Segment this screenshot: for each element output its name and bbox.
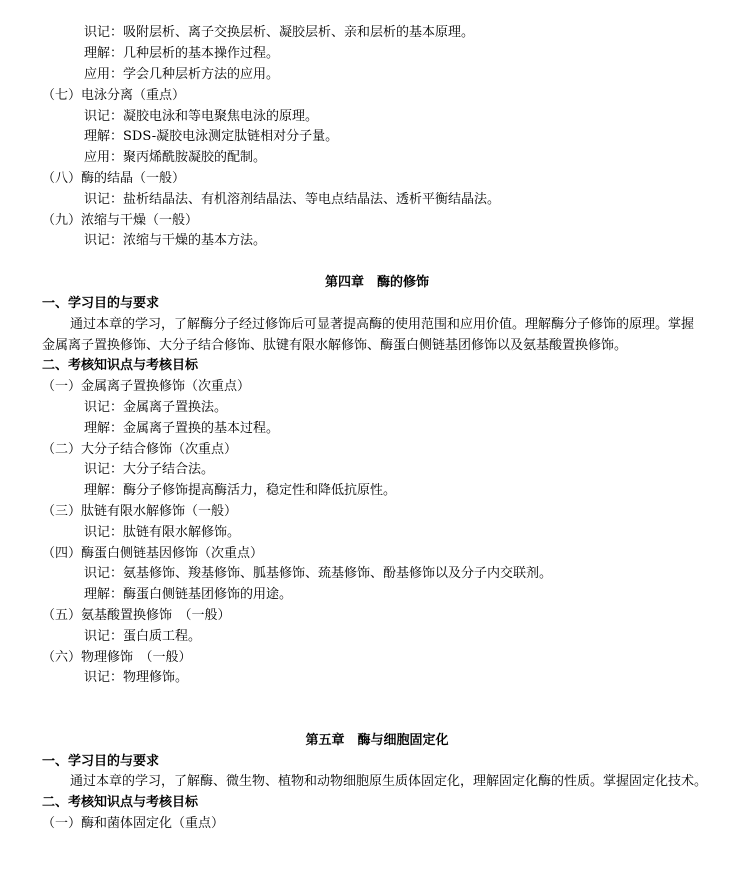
text-line: 理解：酶分子修饰提高酶活力，稳定性和降低抗原性。 xyxy=(84,483,397,498)
text-line: 识记：蛋白质工程。 xyxy=(84,629,202,644)
text-line: 理解：金属离子置换的基本过程。 xyxy=(84,421,280,436)
section-item-heading: （六）物理修饰 （一般） xyxy=(42,650,192,665)
section-item-heading: （一）酶和菌体固定化（重点） xyxy=(42,816,225,831)
section-heading: 二、考核知识点与考核目标 xyxy=(42,795,199,810)
paragraph-line: 通过本章的学习，了解酶分子经过修饰后可显著提高酶的使用范围和应用价值。理解酶分子修饰的原理。掌握 xyxy=(70,317,695,332)
text-line: 识记：大分子结合法。 xyxy=(84,462,215,477)
chapter-title: 第四章 酶的修饰 xyxy=(324,275,429,290)
text-line: 理解：SDS-凝胶电泳测定肽链相对分子量。 xyxy=(84,129,339,144)
text-line: 识记：凝胶电泳和等电聚焦电泳的原理。 xyxy=(84,109,319,124)
text-line: 识记：浓缩与干燥的基本方法。 xyxy=(84,233,267,248)
section-item-heading: （九）浓缩与干燥（一般） xyxy=(42,213,199,228)
section-item-heading: （二）大分子结合修饰（次重点） xyxy=(42,442,238,457)
text-line: 识记：盐析结晶法、有机溶剂结晶法、等电点结晶法、透析平衡结晶法。 xyxy=(84,192,501,207)
text-line: 理解：几种层析的基本操作过程。 xyxy=(84,46,280,61)
text-line: 识记：吸附层析、离子交换层析、凝胶层析、亲和层析的基本原理。 xyxy=(84,25,475,40)
section-item-heading: （七）电泳分离（重点） xyxy=(42,88,186,103)
paragraph-line: 金属离子置换修饰、大分子结合修饰、肽键有限水解修饰、酶蛋白侧链基团修饰以及氨基酸置换修饰。 xyxy=(42,338,628,353)
text-line: 识记：氨基修饰、羧基修饰、胍基修饰、巯基修饰、酚基修饰以及分子内交联剂。 xyxy=(84,566,553,581)
section-item-heading: （三）肽链有限水解修饰（一般） xyxy=(42,504,238,519)
section-heading: 二、考核知识点与考核目标 xyxy=(42,358,199,373)
section-item-heading: （四）酶蛋白侧链基因修饰（次重点） xyxy=(42,546,264,561)
section-item-heading: （一）金属离子置换修饰（次重点） xyxy=(42,379,251,394)
section-heading: 一、学习目的与要求 xyxy=(42,296,160,311)
text-line: 识记：金属离子置换法。 xyxy=(84,400,228,415)
text-line: 识记：物理修饰。 xyxy=(84,670,189,685)
section-item-heading: （五）氨基酸置换修饰 （一般） xyxy=(42,608,231,623)
text-line: 识记：肽链有限水解修饰。 xyxy=(84,525,241,540)
section-item-heading: （八）酶的结晶（一般） xyxy=(42,171,186,186)
text-line: 理解：酶蛋白侧链基团修饰的用途。 xyxy=(84,587,293,602)
text-line: 应用：学会几种层析方法的应用。 xyxy=(84,67,280,82)
section-heading: 一、学习目的与要求 xyxy=(42,754,160,769)
text-line: 应用：聚丙烯酰胺凝胶的配制。 xyxy=(84,150,267,165)
chapter-title: 第五章 酶与细胞固定化 xyxy=(305,733,449,748)
paragraph-line: 通过本章的学习，了解酶、微生物、植物和动物细胞原生质体固定化，理解固定化酶的性质。掌握固定化技术。 xyxy=(70,774,708,789)
